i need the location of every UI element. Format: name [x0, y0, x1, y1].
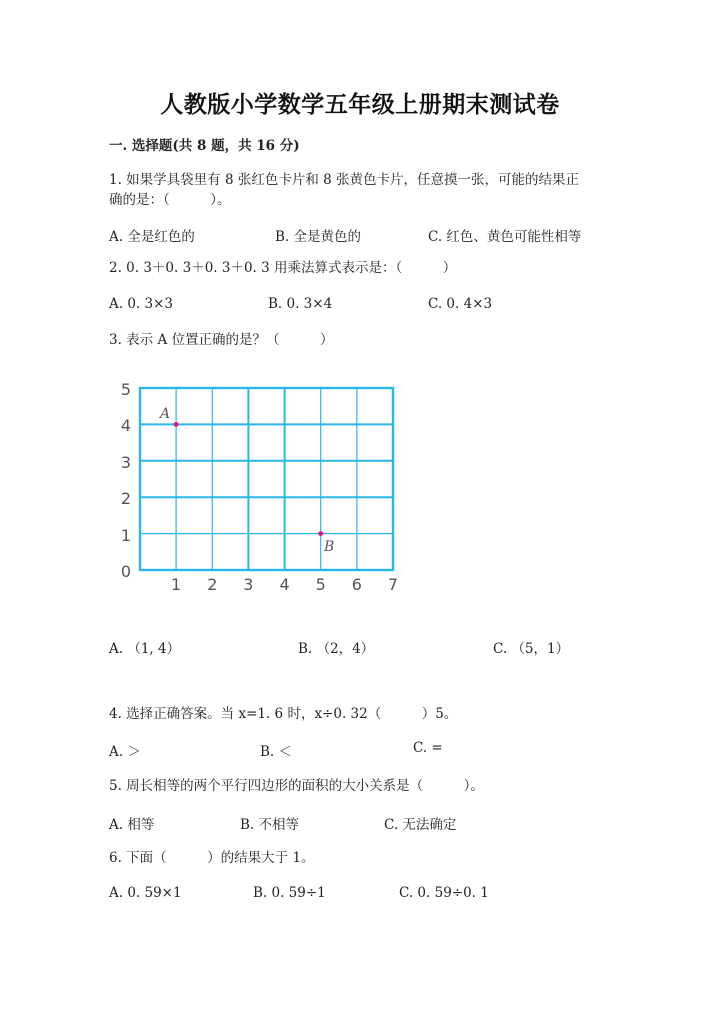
svg-text:4: 4 — [120, 416, 132, 435]
svg-text:6: 6 — [351, 575, 362, 594]
question-6-option-b[interactable]: B. 0. 59÷1 — [253, 885, 326, 901]
svg-text:5: 5 — [120, 380, 132, 399]
question-3-option-a[interactable]: A. （1, 4） — [109, 641, 181, 657]
svg-text:1: 1 — [171, 575, 182, 594]
svg-text:1: 1 — [120, 526, 132, 545]
question-6-text: 6. 下面（ ）的结果大于 1。 — [109, 850, 315, 866]
page-title: 人教版小学数学五年级上册期末测试卷 — [160, 91, 560, 118]
question-4-option-a[interactable]: A. ＞ — [109, 744, 141, 760]
question-4-option-c[interactable]: C. = — [413, 740, 443, 756]
question-1-option-b[interactable]: B. 全是黄色的 — [275, 229, 362, 245]
question-3-option-b[interactable]: B. （2，4） — [298, 641, 375, 657]
question-4-text: 4. 选择正确答案。当 x=1. 6 时，x÷0. 32（ ）5。 — [109, 706, 458, 722]
question-2-option-c[interactable]: C. 0. 4×3 — [428, 296, 493, 312]
svg-text:3: 3 — [243, 575, 254, 594]
question-4-option-b[interactable]: B. ＜ — [260, 744, 293, 760]
svg-text:4: 4 — [279, 575, 290, 594]
question-2-option-b[interactable]: B. 0. 3×4 — [268, 296, 333, 312]
question-2-option-a[interactable]: A. 0. 3×3 — [109, 296, 173, 312]
question-6-option-c[interactable]: C. 0. 59÷0. 1 — [399, 885, 489, 901]
question-5-option-c[interactable]: C. 无法确定 — [384, 817, 457, 833]
svg-text:2: 2 — [120, 489, 132, 508]
question-2-text: 2. 0. 3＋0. 3＋0. 3＋0. 3 用乘法算式表示是：（ ） — [109, 260, 457, 276]
svg-text:7: 7 — [387, 575, 399, 594]
svg-text:B: B — [324, 539, 335, 555]
question-3-text: 3. 表示 A 位置正确的是？（ ） — [109, 332, 334, 348]
question-5-option-a[interactable]: A. 相等 — [109, 817, 155, 833]
question-1-line1: 1. 如果学具袋里有 8 张红色卡片和 8 张黄色卡片，任意摸一张，可能的结果正 — [109, 172, 580, 188]
svg-text:5: 5 — [315, 575, 326, 594]
point-b-marker — [318, 531, 323, 536]
question-1-line2: 确的是：（ ）。 — [109, 192, 231, 208]
question-3-option-c[interactable]: C. （5，1） — [493, 641, 570, 657]
question-1-option-c[interactable]: C. 红色、黄色可能性相等 — [428, 229, 582, 245]
svg-text:A: A — [160, 406, 171, 422]
svg-text:2: 2 — [207, 575, 218, 594]
question-5-option-b[interactable]: B. 不相等 — [240, 817, 300, 833]
svg-text:0: 0 — [120, 562, 132, 581]
question-6-option-a[interactable]: A. 0. 59×1 — [109, 885, 182, 901]
section-heading: 一. 选择题(共 8 题，共 16 分) — [109, 138, 300, 154]
point-a-marker — [174, 422, 179, 427]
question-5-text: 5. 周长相等的两个平行四边形的面积的大小关系是（ ）。 — [109, 778, 484, 794]
coordinate-grid-figure — [110, 375, 410, 595]
svg-text:3: 3 — [120, 453, 132, 472]
question-1-option-a[interactable]: A. 全是红色的 — [109, 229, 195, 245]
